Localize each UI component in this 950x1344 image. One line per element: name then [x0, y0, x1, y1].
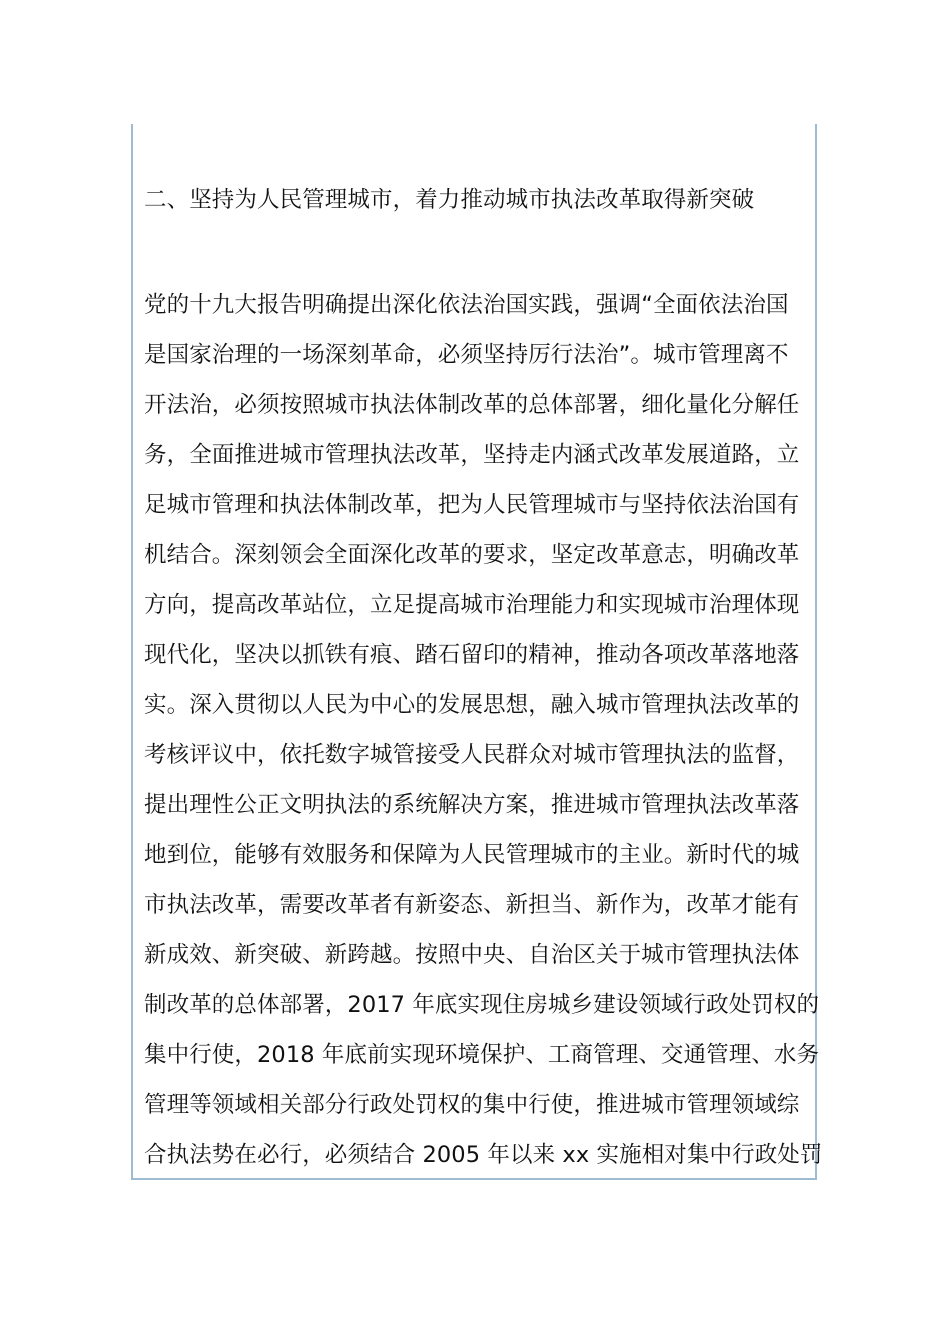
paragraph-line: 务，全面推进城市管理执法改革，坚持走内涵式改革发展道路，立 — [144, 442, 800, 468]
paragraph-line: 地到位，能够有效服务和保障为人民管理城市的主业。新时代的城 — [144, 842, 800, 868]
section-heading: 二、坚持为人民管理城市，着力推动城市执法改革取得新突破 — [144, 187, 755, 213]
paragraph-line: 足城市管理和执法体制改革，把为人民管理城市与坚持依法治国有 — [144, 492, 800, 518]
paragraph-line: 考核评议中，依托数字城管接受人民群众对城市管理执法的监督， — [144, 742, 800, 768]
paragraph-line: 新成效、新突破、新跨越。按照中央、自治区关于城市管理执法体 — [144, 942, 800, 968]
paragraph-line: 现代化，坚决以抓铁有痕、踏石留印的精神，推动各项改革落地落 — [144, 642, 800, 668]
paragraph-line: 市执法改革，需要改革者有新姿态、新担当、新作为，改革才能有 — [144, 892, 800, 918]
paragraph-line: 制改革的总体部署，2017 年底实现住房城乡建设领域行政处罚权的 — [144, 992, 820, 1018]
paragraph-line: 机结合。深刻领会全面深化改革的要求，坚定改革意志，明确改革 — [144, 542, 800, 568]
paragraph-line: 提出理性公正文明执法的系统解决方案，推进城市管理执法改革落 — [144, 792, 800, 818]
body-paragraph — [144, 280, 823, 1180]
paragraph-line: 方向，提高改革站位，立足提高城市治理能力和实现城市治理体现 — [144, 592, 800, 618]
paragraph-line: 合执法势在必行，必须结合 2005 年以来 xx 实施相对集中行政处罚 — [144, 1142, 823, 1168]
paragraph-line: 是国家治理的一场深刻革命，必须坚持厉行法治”。城市管理离不 — [144, 342, 789, 368]
paragraph-line: 集中行使，2018 年底前实现环境保护、工商管理、交通管理、水务 — [144, 1042, 820, 1068]
paragraph-line: 实。深入贯彻以人民为中心的发展思想，融入城市管理执法改革的 — [144, 692, 800, 718]
paragraph-line: 开法治，必须按照城市执法体制改革的总体部署，细化量化分解任 — [144, 392, 800, 418]
paragraph-line: 党的十九大报告明确提出深化依法治国实践，强调“全面依法治国 — [144, 292, 789, 318]
paragraph-line: 管理等领域相关部分行政处罚权的集中行使，推进城市管理领域综 — [144, 1092, 800, 1118]
